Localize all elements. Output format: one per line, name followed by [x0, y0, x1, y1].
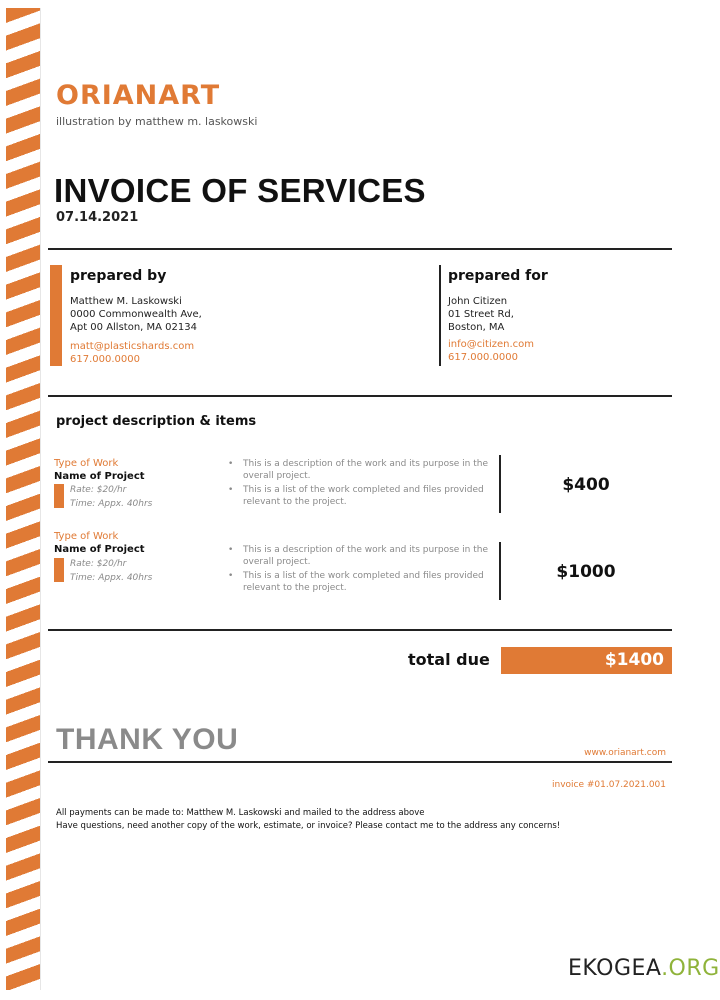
payment-note: All payments can be made to: Matthew M. Laskowski and mailed to the address above: [56, 808, 425, 818]
divider: [48, 395, 672, 397]
item-time: Time: Appx. 40hrs: [70, 499, 153, 509]
prepared-by-address: [70, 295, 202, 334]
item-divider: [499, 455, 501, 513]
item-rate: Rate: $20/hr: [70, 559, 127, 569]
item-accent-bar: [54, 484, 64, 508]
item-rate: Rate: $20/hr: [70, 485, 127, 495]
prepared-for-heading: prepared for: [448, 268, 548, 284]
item-price: $1000: [556, 562, 616, 582]
brand-tagline: illustration by matthew m. laskowski: [56, 115, 258, 128]
total-due-box: [501, 647, 672, 674]
contact-note: Have questions, need another copy of the work, estimate, or invoice? Please contact me to the address any concerns!: [56, 821, 561, 831]
prepared-for-address: [448, 295, 514, 334]
prepared-for-email[interactable]: info@citizen.com: [448, 339, 535, 350]
item-price: $400: [562, 475, 610, 495]
item-work-list: • This is a list of the work completed and files provided relevant to the project.: [228, 484, 498, 508]
item-description: • This is a description of the work and its purpose in the overall project.: [228, 458, 498, 482]
prepared-by-address-line-1: 0000 Commonwealth Ave,: [70, 309, 202, 320]
prepared-by-accent-bar: [50, 265, 62, 366]
divider: [48, 629, 672, 631]
divider: [48, 248, 672, 250]
prepared-for-phone: 617.000.0000: [448, 352, 518, 363]
divider: [48, 761, 672, 763]
invoice-title: INVOICE OF SERVICES: [54, 172, 426, 209]
total-due-label: total due: [408, 650, 490, 669]
prepared-by-name: Matthew M. Laskowski: [70, 296, 182, 307]
project-name: Name of Project: [54, 471, 145, 482]
prepared-by-contact: [70, 340, 194, 366]
prepared-for-divider-bar: [439, 265, 441, 366]
project-name: Name of Project: [54, 544, 145, 555]
border-edge: [40, 8, 41, 990]
prepared-for-address-line-2: Boston, MA: [448, 322, 505, 333]
watermark-domain: .ORG: [661, 956, 720, 981]
prepared-for-name: John Citizen: [448, 296, 508, 307]
prepared-by-address-line-2: Apt 00 Allston, MA 02134: [70, 322, 197, 333]
item-work-list: • This is a list of the work completed and files provided relevant to the project.: [228, 570, 498, 594]
item-accent-bar: [54, 558, 64, 582]
watermark-name: EKOGEA: [568, 956, 662, 981]
project-heading: project description & items: [56, 414, 257, 429]
prepared-by-email[interactable]: matt@plasticshards.com: [70, 341, 195, 352]
website-link[interactable]: www.orianart.com: [584, 748, 666, 758]
invoice-date: 07.14.2021: [56, 210, 139, 225]
prepared-for-address-line-1: 01 Street Rd,: [448, 309, 514, 320]
item-time: Time: Appx. 40hrs: [70, 573, 153, 583]
prepared-by-phone: 617.000.0000: [70, 354, 140, 365]
work-type: Type of Work: [54, 458, 119, 469]
brand-logo: ORIANART: [56, 80, 221, 111]
prepared-for-contact: [448, 338, 534, 364]
total-due-value: $1400: [604, 650, 664, 670]
watermark: [568, 956, 720, 981]
item-divider: [499, 542, 501, 600]
item-description: • This is a description of the work and its purpose in the overall project.: [228, 544, 498, 568]
prepared-by-heading: prepared by: [70, 268, 167, 284]
striped-border: [6, 8, 40, 990]
item-description-list: [228, 458, 498, 510]
thank-you-heading: THANK YOU: [56, 723, 239, 756]
item-description-list: [228, 544, 498, 596]
work-type: Type of Work: [54, 531, 119, 542]
invoice-number: invoice #01.07.2021.001: [552, 780, 666, 790]
